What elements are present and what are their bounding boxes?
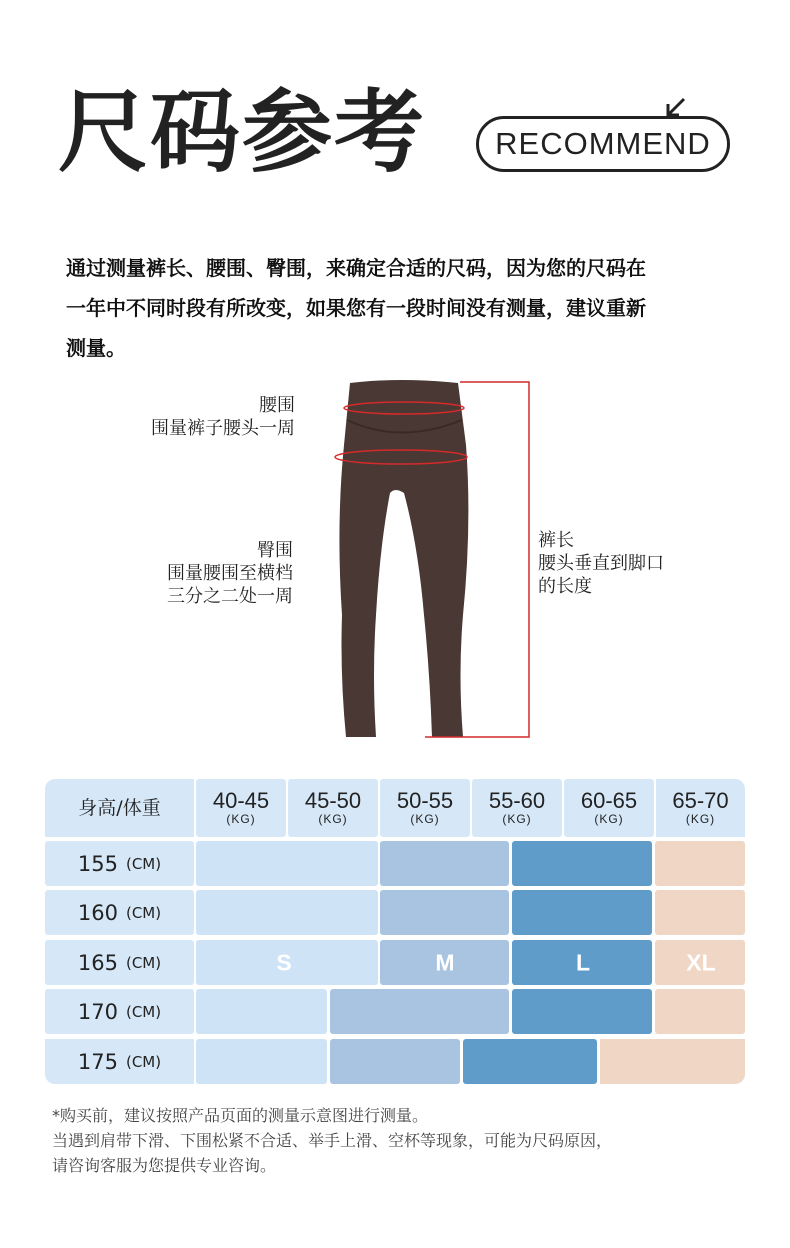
height-row-header: [45, 940, 194, 985]
height-row-header: [45, 1039, 194, 1084]
height-unit: (CM): [125, 1002, 162, 1021]
weight-header: [472, 779, 562, 837]
footnote: [52, 1103, 752, 1178]
size-cell-s: [196, 841, 378, 886]
size-label-s: S: [276, 949, 292, 976]
weight-unit: (KG): [318, 812, 348, 826]
weight-value: 45-50: [304, 788, 362, 813]
weight-header: [564, 779, 654, 837]
weight-value: 60-65: [580, 788, 638, 813]
hip-desc-2: 三分之二处一周: [167, 586, 293, 607]
size-cell-xl: [655, 890, 745, 935]
weight-value: 40-45: [212, 788, 270, 813]
page-title: 尺码参考: [58, 80, 426, 185]
weight-header: [288, 779, 378, 837]
length-title: 裤长: [538, 530, 574, 551]
height-value: 160: [77, 900, 118, 925]
height-row-header: [45, 890, 194, 935]
footnote-line-2: 当遇到肩带下滑、下围松紧不合适、举手上滑、空杯等现象，可能为尺码原因，: [52, 1131, 613, 1150]
height-value: 155: [77, 851, 118, 876]
recommend-badge: RECOMMEND: [476, 116, 730, 172]
height-value: 170: [77, 999, 118, 1024]
size-table: [45, 779, 745, 1087]
intro-text: [66, 248, 736, 368]
waist-label: [151, 394, 295, 440]
size-label-xl: XL: [686, 949, 716, 976]
height-unit: (CM): [125, 1052, 162, 1071]
size-cell-l: [512, 841, 652, 886]
weight-unit: (KG): [502, 812, 532, 826]
height-unit: (CM): [125, 953, 162, 972]
size-cell-m: [330, 1039, 460, 1084]
weight-value: 55-60: [488, 788, 546, 813]
intro-line-3: 测量。: [66, 336, 126, 360]
height-unit: (CM): [125, 903, 162, 922]
weight-value: 65-70: [672, 788, 729, 813]
height-row-header: [45, 841, 194, 886]
waist-desc: 围量裤子腰头一周: [151, 418, 295, 439]
corner-label: 身高/体重: [78, 797, 161, 819]
height-unit: (CM): [125, 854, 162, 873]
weight-unit: (KG): [685, 812, 716, 826]
size-label-l: L: [575, 949, 591, 976]
size-cell-s: [196, 890, 378, 935]
corner-header: [45, 779, 194, 837]
intro-line-2: 一年中不同时段有所改变，如果您有一段时间没有测量，建议重新: [66, 296, 646, 320]
size-cell-m: [380, 841, 509, 886]
size-cell-xl: [655, 989, 745, 1034]
length-desc-1: 腰头垂直到脚口: [538, 553, 664, 574]
length-desc-2: 的长度: [538, 576, 592, 597]
weight-value: 50-55: [396, 788, 454, 813]
size-cell-m: [380, 890, 509, 935]
weight-header: [380, 779, 470, 837]
size-label-m: M: [435, 949, 455, 976]
length-label: [538, 529, 664, 598]
waist-title: 腰围: [259, 395, 295, 416]
height-row-header: [45, 989, 194, 1034]
height-value: 165: [77, 950, 118, 975]
weight-header: [196, 779, 286, 837]
size-cell-l: [512, 890, 652, 935]
leggings-shape: [339, 380, 468, 737]
hip-title: 臀围: [257, 540, 293, 561]
size-cell-l: [512, 989, 652, 1034]
footnote-line-1: *购买前，建议按照产品页面的测量示意图进行测量。: [52, 1106, 429, 1125]
size-cell-xl: [655, 841, 745, 886]
hip-desc-1: 围量腰围至横档: [167, 563, 293, 584]
weight-unit: (KG): [410, 812, 440, 826]
weight-header: [656, 779, 745, 837]
size-cell-m: [330, 989, 509, 1034]
leggings-illustration: [300, 375, 540, 745]
intro-line-1: 通过测量裤长、腰围、臀围，来确定合适的尺码，因为您的尺码在: [66, 256, 646, 280]
weight-unit: (KG): [594, 812, 624, 826]
hip-label: [167, 539, 293, 608]
weight-unit: (KG): [226, 812, 256, 826]
height-value: 175: [77, 1049, 118, 1074]
size-cell-xl: [600, 1039, 745, 1084]
footnote-line-3: 请咨询客服为您提供专业咨询。: [52, 1156, 277, 1175]
size-cell-s: [196, 1039, 327, 1084]
size-cell-s: [196, 989, 327, 1034]
size-cell-l: [463, 1039, 597, 1084]
